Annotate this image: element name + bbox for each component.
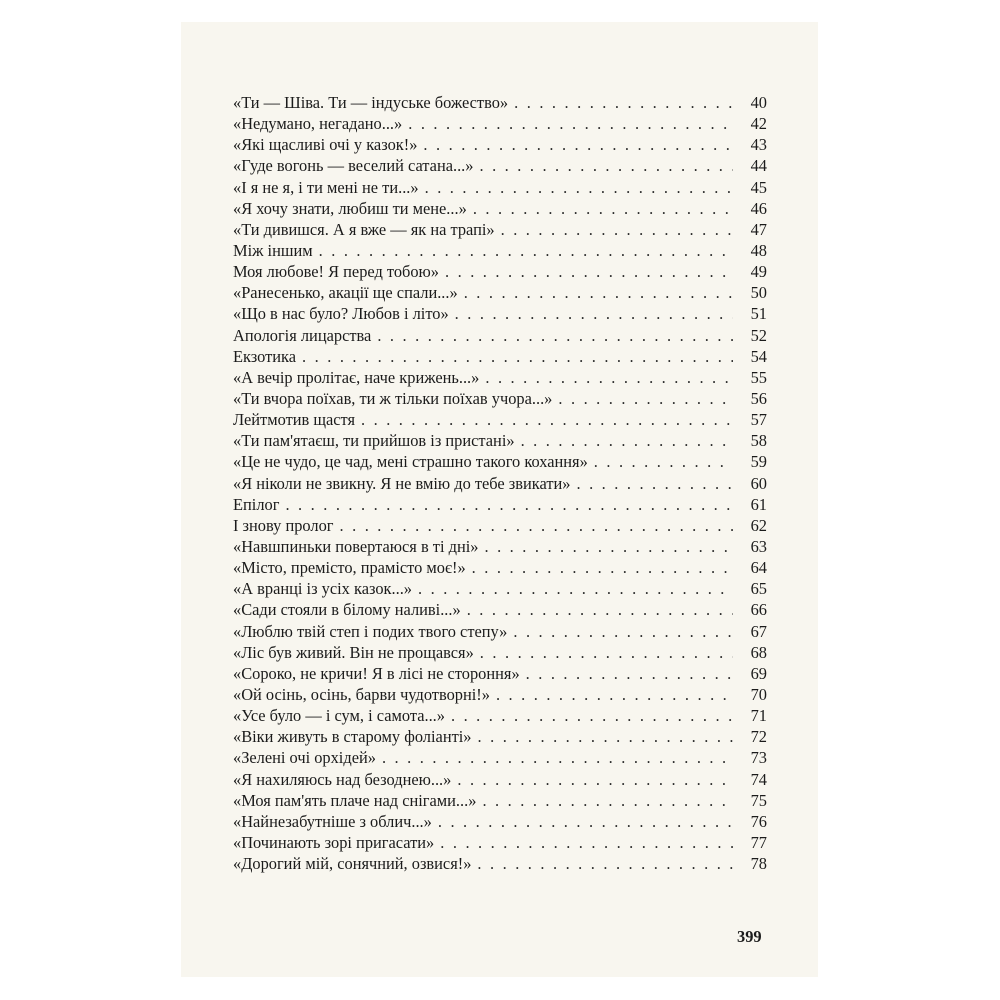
toc-entry-page: 48 (750, 240, 767, 260)
toc-entry (233, 409, 767, 430)
toc-entry-title: Лейтмотив щастя (233, 410, 355, 430)
dot-leader (302, 346, 733, 367)
toc-entry (233, 155, 767, 176)
toc-entry-title: «Віки живуть в старому фоліанті» (233, 727, 472, 747)
dot-leader (377, 325, 733, 346)
toc-entry-title: «Навшпиньки повертаюся в ті дні» (233, 536, 479, 556)
toc-entry-page: 76 (750, 811, 767, 831)
toc-entry-page: 60 (750, 473, 767, 493)
toc-entry (233, 515, 767, 536)
dot-leader (467, 599, 733, 620)
toc-entry-title: І знову пролог (233, 515, 334, 535)
toc-entry-title: «Це не чудо, це чад, мені страшно такого кохання» (233, 452, 588, 472)
toc-entry-page: 50 (750, 283, 767, 303)
toc-entry (233, 578, 767, 599)
toc-entry (233, 325, 767, 346)
dot-leader (473, 198, 733, 219)
toc-entry-page: 65 (750, 579, 767, 599)
toc-entry-title: Моя любове! Я перед тобою» (233, 262, 440, 282)
toc-entry-title: «Що в нас було? Любов і літо» (233, 304, 449, 324)
toc-entry-page: 70 (750, 684, 767, 704)
toc-entry-page: 58 (750, 431, 767, 451)
toc-entry (233, 473, 767, 494)
toc-entry-page: 67 (750, 621, 767, 641)
toc-entry (233, 92, 767, 113)
toc-entry-page: 62 (750, 515, 767, 535)
dot-leader (425, 177, 733, 198)
toc-entry-page: 55 (750, 367, 767, 387)
dot-leader (455, 303, 733, 324)
toc-entry-title: Апологія лицарства (233, 325, 372, 345)
toc-entry-title: «Ой осінь, осінь, барви чудотворні!» (233, 684, 490, 704)
toc-entry-page: 52 (750, 325, 767, 345)
toc-entry-title: «Сади стояли в білому наливі...» (233, 600, 461, 620)
toc-entry (233, 621, 767, 642)
toc-entry-page: 66 (750, 600, 767, 620)
dot-leader (319, 240, 733, 261)
dot-leader (440, 832, 733, 853)
toc-entry-page: 72 (750, 727, 767, 747)
toc-entry-title: «А вечір пролітає, наче крижень...» (233, 367, 480, 387)
toc-entry-page: 51 (750, 304, 767, 324)
toc-entry-page: 64 (750, 558, 767, 578)
toc-entry (233, 430, 767, 451)
toc-entry-page: 47 (750, 219, 767, 239)
toc-entry (233, 557, 767, 578)
toc-entry-title: «Люблю твій степ і подих твого степу» (233, 621, 508, 641)
toc-entry-page: 69 (750, 663, 767, 683)
dot-leader (457, 769, 733, 790)
toc-entry (233, 198, 767, 219)
toc-entry-title: «Зелені очі орхідей» (233, 748, 376, 768)
dot-leader (418, 578, 733, 599)
toc-entry (233, 832, 767, 853)
toc-entry (233, 494, 767, 515)
toc-entry-page: 40 (750, 93, 767, 112)
toc-entry-page: 54 (750, 346, 767, 366)
toc-entry-page: 49 (750, 262, 767, 282)
toc-entry-title: «Я нахиляюсь над безоднею...» (233, 769, 452, 789)
toc-entry-page: 43 (750, 135, 767, 155)
dot-leader (477, 853, 733, 874)
toc-entry (233, 663, 767, 684)
toc-entry-title: «Моя пам'ять плаче над снігами...» (233, 790, 477, 810)
toc-entry-title: «Гуде вогонь — веселий сатана...» (233, 156, 474, 176)
toc-entry (233, 219, 767, 240)
toc-entry-page: 45 (750, 177, 767, 197)
dot-leader (513, 621, 733, 642)
toc-entry-title: Між іншим (233, 240, 313, 260)
toc-entry (233, 367, 767, 388)
dot-leader (361, 409, 733, 430)
toc-entry (233, 346, 767, 367)
dot-leader (285, 494, 733, 515)
toc-entry (233, 853, 767, 874)
toc-entry (233, 642, 767, 663)
toc-entry (233, 536, 767, 557)
dot-leader (501, 219, 733, 240)
dot-leader (485, 367, 733, 388)
toc-entry (233, 261, 767, 282)
dot-leader (438, 811, 733, 832)
dot-leader (496, 684, 733, 705)
toc-entry (233, 282, 767, 303)
dot-leader (340, 515, 733, 536)
toc-entry-title: «Дорогий мій, сонячний, озвися!» (233, 854, 472, 874)
toc-entry (233, 599, 767, 620)
toc-entry-title: «Я ніколи не звикну. Я не вмію до тебе звикати» (233, 473, 571, 493)
toc-entry (233, 684, 767, 705)
dot-leader (464, 282, 733, 303)
dot-leader (558, 388, 733, 409)
toc-entry-title: «Найнезабутніше з облич...» (233, 811, 432, 831)
toc-entry (233, 240, 767, 261)
toc-entry-title: Епілог (233, 494, 280, 514)
toc-entry-title: «І я не я, і ти мені не ти...» (233, 177, 419, 197)
toc-entry (233, 705, 767, 726)
toc-entry-title: Екзотика (233, 346, 297, 366)
toc-entry-title: «Я хочу знати, любиш ти мене...» (233, 198, 467, 218)
toc-entry-title: «Ти дивишся. А я вже — як на трапі» (233, 219, 495, 239)
toc-entry (233, 769, 767, 790)
dot-leader (480, 642, 733, 663)
dot-leader (594, 451, 733, 472)
toc-entry-page: 77 (750, 832, 767, 852)
dot-leader (423, 134, 733, 155)
dot-leader (482, 790, 733, 811)
toc-entry-page: 42 (750, 114, 767, 134)
toc-entry-page: 74 (750, 769, 767, 789)
toc-entry-title: «Ти пам'ятаєш, ти прийшов із пристані» (233, 431, 515, 451)
dot-leader (451, 705, 733, 726)
toc-entry (233, 747, 767, 768)
toc-entry-page: 75 (750, 790, 767, 810)
toc-entry (233, 726, 767, 747)
toc-entry (233, 451, 767, 472)
dot-leader (576, 473, 733, 494)
toc-entry-title: «Сороко, не кричи! Я в лісі не стороння» (233, 663, 520, 683)
dot-leader (408, 113, 733, 134)
toc-entry-page: 63 (750, 536, 767, 556)
toc-entry-page: 56 (750, 388, 767, 408)
toc-entry-page: 59 (750, 452, 767, 472)
toc-entry-title: «Ліс був живий. Він не прощався» (233, 642, 474, 662)
toc-entry-page: 44 (750, 156, 767, 176)
dot-leader (521, 430, 733, 451)
toc-entry-page: 73 (750, 748, 767, 768)
toc-entry-title: «Ранесенько, акації ще спали...» (233, 283, 458, 303)
page-number: 399 (737, 927, 762, 946)
dot-leader (382, 747, 733, 768)
book-page (181, 22, 818, 977)
toc-entry-page: 46 (750, 198, 767, 218)
toc-entry-page: 78 (750, 854, 767, 874)
toc-entry-title: «Місто, премісто, прамісто моє!» (233, 558, 466, 578)
toc-entry-title: «Починають зорі пригасати» (233, 832, 435, 852)
toc-entry (233, 790, 767, 811)
toc-entry (233, 811, 767, 832)
toc-entry-title: «Ти — Шіва. Ти — індуське божество» (233, 93, 509, 112)
toc-entry-title: «Ти вчора поїхав, ти ж тільки поїхав учора...» (233, 388, 553, 408)
dot-leader (445, 261, 733, 282)
dot-leader (514, 92, 733, 113)
toc-entry-title: «Недумано, негадано...» (233, 114, 403, 134)
toc-entry-title: «Які щасливі очі у казок!» (233, 135, 418, 155)
toc-entry-page: 68 (750, 642, 767, 662)
toc-entry (233, 388, 767, 409)
toc-entry-page: 57 (750, 410, 767, 430)
toc-entry-page: 71 (750, 706, 767, 726)
dot-leader (479, 155, 733, 176)
dot-leader (472, 557, 733, 578)
dot-leader (484, 536, 733, 557)
toc-entry (233, 134, 767, 155)
table-of-contents (233, 92, 767, 874)
toc-entry (233, 303, 767, 324)
toc-entry-title: «А вранці із усіх казок...» (233, 579, 412, 599)
toc-entry (233, 177, 767, 198)
toc-entry (233, 113, 767, 134)
dot-leader (526, 663, 733, 684)
toc-entry-page: 61 (750, 494, 767, 514)
dot-leader (478, 726, 733, 747)
toc-entry-title: «Усе було — і сум, і самота...» (233, 706, 445, 726)
